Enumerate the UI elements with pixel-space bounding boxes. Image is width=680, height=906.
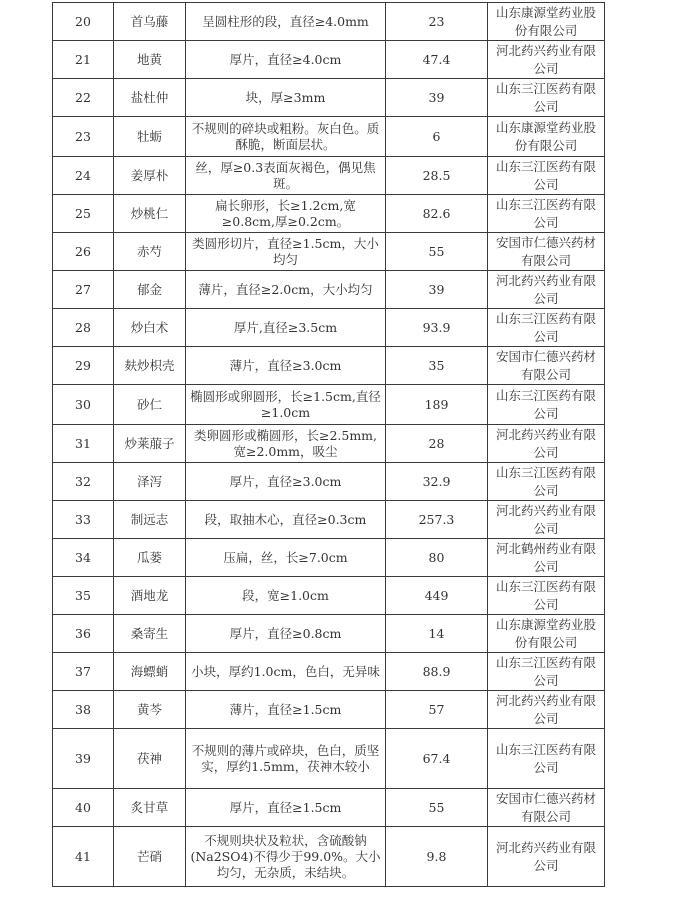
- supplier-company: 山东三江医药有限公司: [488, 577, 605, 615]
- herb-name: 地黄: [114, 41, 186, 79]
- supplier-company: 山东康源堂药业股份有限公司: [488, 117, 605, 157]
- table-row: [53, 425, 605, 463]
- herb-name: 酒地龙: [114, 577, 186, 615]
- table-row: [53, 309, 605, 347]
- quantity: 6: [386, 117, 488, 157]
- herb-name: 盐杜仲: [114, 79, 186, 117]
- herb-name: 麸炒枳壳: [114, 347, 186, 385]
- quantity: 28.5: [386, 157, 488, 195]
- supplier-company: 山东三江医药有限公司: [488, 653, 605, 691]
- quantity: 35: [386, 347, 488, 385]
- specification: 丝，厚≥0.3表面灰褐色，偶见焦斑。: [186, 157, 386, 195]
- quantity: 47.4: [386, 41, 488, 79]
- specification: 类圆形切片，直径≥1.5cm，大小均匀: [186, 233, 386, 271]
- herb-name: 海螵蛸: [114, 653, 186, 691]
- herb-name: 炒桃仁: [114, 195, 186, 233]
- specification: 薄片，直径≥3.0cm: [186, 347, 386, 385]
- row-number: 34: [53, 539, 114, 577]
- quantity: 23: [386, 3, 488, 41]
- specification: 厚片,直径≥3.5cm: [186, 309, 386, 347]
- supplier-company: 河北药兴药业有限公司: [488, 271, 605, 309]
- specification: 小块，厚约1.0cm，色白，无异味: [186, 653, 386, 691]
- supplier-company: 河北药兴药业有限公司: [488, 501, 605, 539]
- quantity: 39: [386, 79, 488, 117]
- row-number: 31: [53, 425, 114, 463]
- table-row: [53, 233, 605, 271]
- herb-name: 砂仁: [114, 385, 186, 425]
- row-number: 26: [53, 233, 114, 271]
- specification: 不规则的薄片或碎块，色白，质坚实，厚约1.5mm，茯神木较小: [186, 729, 386, 789]
- quantity: 257.3: [386, 501, 488, 539]
- herb-name: 芒硝: [114, 827, 186, 887]
- table-row: [53, 691, 605, 729]
- quantity: 32.9: [386, 463, 488, 501]
- row-number: 27: [53, 271, 114, 309]
- supplier-company: 山东三江医药有限公司: [488, 385, 605, 425]
- supplier-company: 安国市仁德兴药材有限公司: [488, 789, 605, 827]
- herb-name: 制远志: [114, 501, 186, 539]
- table-row: [53, 41, 605, 79]
- supplier-company: 山东三江医药有限公司: [488, 463, 605, 501]
- row-number: 24: [53, 157, 114, 195]
- specification: 厚片，直径≥0.8cm: [186, 615, 386, 653]
- quantity: 80: [386, 539, 488, 577]
- table-row: [53, 347, 605, 385]
- table-row: [53, 195, 605, 233]
- specification: 不规则的碎块或粗粉。灰白色。质酥脆，断面层状。: [186, 117, 386, 157]
- row-number: 35: [53, 577, 114, 615]
- table-row: [53, 501, 605, 539]
- quantity: 9.8: [386, 827, 488, 887]
- table-row: [53, 79, 605, 117]
- supplier-company: 山东康源堂药业股份有限公司: [488, 615, 605, 653]
- row-number: 29: [53, 347, 114, 385]
- specification: 椭圆形或卵圆形，长≥1.5cm,直径≥1.0cm: [186, 385, 386, 425]
- row-number: 21: [53, 41, 114, 79]
- herb-table-body: [53, 3, 605, 887]
- row-number: 32: [53, 463, 114, 501]
- quantity: 55: [386, 789, 488, 827]
- supplier-company: 河北药兴药业有限公司: [488, 691, 605, 729]
- quantity: 67.4: [386, 729, 488, 789]
- row-number: 33: [53, 501, 114, 539]
- table-row: [53, 653, 605, 691]
- row-number: 37: [53, 653, 114, 691]
- row-number: 20: [53, 3, 114, 41]
- specification: 段，宽≥1.0cm: [186, 577, 386, 615]
- herb-name: 瓜蒌: [114, 539, 186, 577]
- specification: 类卵圆形或椭圆形，长≥2.5mm,宽≥2.0mm，吸尘: [186, 425, 386, 463]
- supplier-company: 山东三江医药有限公司: [488, 157, 605, 195]
- herb-name: 炒白术: [114, 309, 186, 347]
- specification: 段，取抽木心，直径≥0.3cm: [186, 501, 386, 539]
- table-row: [53, 271, 605, 309]
- row-number: 30: [53, 385, 114, 425]
- table-row: [53, 729, 605, 789]
- quantity: 55: [386, 233, 488, 271]
- herb-name: 赤芍: [114, 233, 186, 271]
- table-row: [53, 539, 605, 577]
- supplier-company: 山东三江医药有限公司: [488, 729, 605, 789]
- specification: 薄片，直径≥2.0cm，大小均匀: [186, 271, 386, 309]
- specification: 薄片，直径≥1.5cm: [186, 691, 386, 729]
- supplier-company: 河北鹤州药业有限公司: [488, 539, 605, 577]
- quantity: 57: [386, 691, 488, 729]
- specification: 扁长卵形，长≥1.2cm,宽≥0.8cm,厚≥0.2cm。: [186, 195, 386, 233]
- table-row: [53, 827, 605, 887]
- supplier-company: 河北药兴药业有限公司: [488, 827, 605, 887]
- row-number: 23: [53, 117, 114, 157]
- herb-name: 炙甘草: [114, 789, 186, 827]
- row-number: 28: [53, 309, 114, 347]
- herb-name: 首乌藤: [114, 3, 186, 41]
- supplier-company: 山东康源堂药业股份有限公司: [488, 3, 605, 41]
- table-row: [53, 615, 605, 653]
- row-number: 41: [53, 827, 114, 887]
- quantity: 93.9: [386, 309, 488, 347]
- herb-name: 姜厚朴: [114, 157, 186, 195]
- herb-table: [52, 2, 605, 887]
- supplier-company: 山东三江医药有限公司: [488, 309, 605, 347]
- table-row: [53, 463, 605, 501]
- row-number: 25: [53, 195, 114, 233]
- specification: 不规则块状及粒状，含硫酸钠(Na2SO4)不得少于99.0%。大小均匀，无杂质，未结块。: [186, 827, 386, 887]
- specification: 厚片，直径≥4.0cm: [186, 41, 386, 79]
- supplier-company: 安国市仁德兴药材有限公司: [488, 347, 605, 385]
- quantity: 88.9: [386, 653, 488, 691]
- table-row: [53, 577, 605, 615]
- row-number: 36: [53, 615, 114, 653]
- herb-name: 黄芩: [114, 691, 186, 729]
- quantity: 39: [386, 271, 488, 309]
- quantity: 28: [386, 425, 488, 463]
- quantity: 449: [386, 577, 488, 615]
- quantity: 82.6: [386, 195, 488, 233]
- specification: 呈圆柱形的段，直径≥4.0mm: [186, 3, 386, 41]
- specification: 块，厚≥3mm: [186, 79, 386, 117]
- row-number: 38: [53, 691, 114, 729]
- supplier-company: 山东三江医药有限公司: [488, 79, 605, 117]
- herb-name: 茯神: [114, 729, 186, 789]
- row-number: 40: [53, 789, 114, 827]
- quantity: 189: [386, 385, 488, 425]
- herb-name: 泽泻: [114, 463, 186, 501]
- table-row: [53, 117, 605, 157]
- supplier-company: 安国市仁德兴药材有限公司: [488, 233, 605, 271]
- supplier-company: 河北药兴药业有限公司: [488, 41, 605, 79]
- table-row: [53, 157, 605, 195]
- quantity: 14: [386, 615, 488, 653]
- table-row: [53, 789, 605, 827]
- supplier-company: 山东三江医药有限公司: [488, 195, 605, 233]
- specification: 厚片，直径≥1.5cm: [186, 789, 386, 827]
- supplier-company: 河北药兴药业有限公司: [488, 425, 605, 463]
- specification: 厚片，直径≥3.0cm: [186, 463, 386, 501]
- table-row: [53, 385, 605, 425]
- herb-name: 炒莱菔子: [114, 425, 186, 463]
- herb-name: 牡蛎: [114, 117, 186, 157]
- herb-name: 桑寄生: [114, 615, 186, 653]
- herb-name: 郁金: [114, 271, 186, 309]
- row-number: 39: [53, 729, 114, 789]
- table-row: [53, 3, 605, 41]
- row-number: 22: [53, 79, 114, 117]
- specification: 压扁，丝，长≥7.0cm: [186, 539, 386, 577]
